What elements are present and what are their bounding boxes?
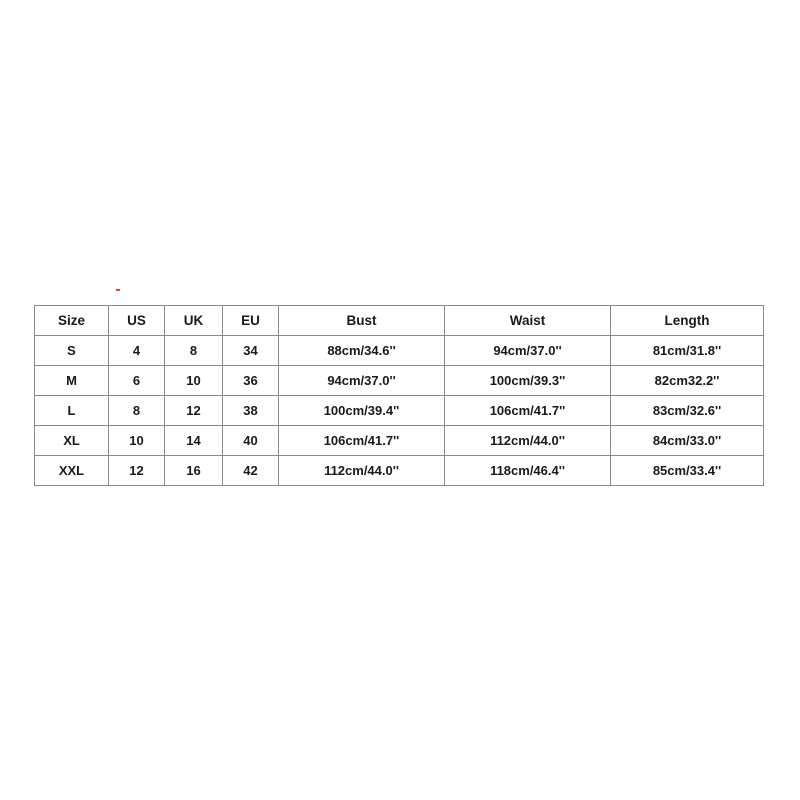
table-row [35, 426, 764, 456]
cell-length: 81cm/31.8'' [611, 336, 764, 366]
table-row [35, 396, 764, 426]
cell-eu: 38 [223, 396, 279, 426]
cell-bust: 94cm/37.0'' [279, 366, 445, 396]
cell-bust: 112cm/44.0'' [279, 456, 445, 486]
cell-uk: 12 [165, 396, 223, 426]
cell-eu: 42 [223, 456, 279, 486]
cell-us: 8 [109, 396, 165, 426]
cell-us: 10 [109, 426, 165, 456]
header-waist: Waist [445, 306, 611, 336]
cell-waist: 112cm/44.0'' [445, 426, 611, 456]
cell-us: 12 [109, 456, 165, 486]
header-size: Size [35, 306, 109, 336]
cell-waist: 94cm/37.0'' [445, 336, 611, 366]
cell-length: 83cm/32.6'' [611, 396, 764, 426]
cell-uk: 8 [165, 336, 223, 366]
cell-eu: 40 [223, 426, 279, 456]
cell-size: S [35, 336, 109, 366]
cell-bust: 100cm/39.4'' [279, 396, 445, 426]
table-row [35, 336, 764, 366]
cell-length: 84cm/33.0'' [611, 426, 764, 456]
cell-size: XXL [35, 456, 109, 486]
red-dash-mark [116, 289, 120, 291]
size-chart-table [34, 305, 764, 486]
cell-uk: 10 [165, 366, 223, 396]
cell-size: L [35, 396, 109, 426]
cell-waist: 100cm/39.3'' [445, 366, 611, 396]
cell-eu: 34 [223, 336, 279, 366]
table-row [35, 456, 764, 486]
cell-waist: 118cm/46.4'' [445, 456, 611, 486]
cell-bust: 106cm/41.7'' [279, 426, 445, 456]
cell-size: M [35, 366, 109, 396]
cell-size: XL [35, 426, 109, 456]
cell-length: 82cm32.2'' [611, 366, 764, 396]
cell-us: 6 [109, 366, 165, 396]
header-length: Length [611, 306, 764, 336]
cell-us: 4 [109, 336, 165, 366]
header-row [35, 306, 764, 336]
header-us: US [109, 306, 165, 336]
cell-waist: 106cm/41.7'' [445, 396, 611, 426]
header-uk: UK [165, 306, 223, 336]
cell-bust: 88cm/34.6'' [279, 336, 445, 366]
cell-eu: 36 [223, 366, 279, 396]
cell-uk: 14 [165, 426, 223, 456]
header-eu: EU [223, 306, 279, 336]
cell-length: 85cm/33.4'' [611, 456, 764, 486]
cell-uk: 16 [165, 456, 223, 486]
table-row [35, 366, 764, 396]
header-bust: Bust [279, 306, 445, 336]
